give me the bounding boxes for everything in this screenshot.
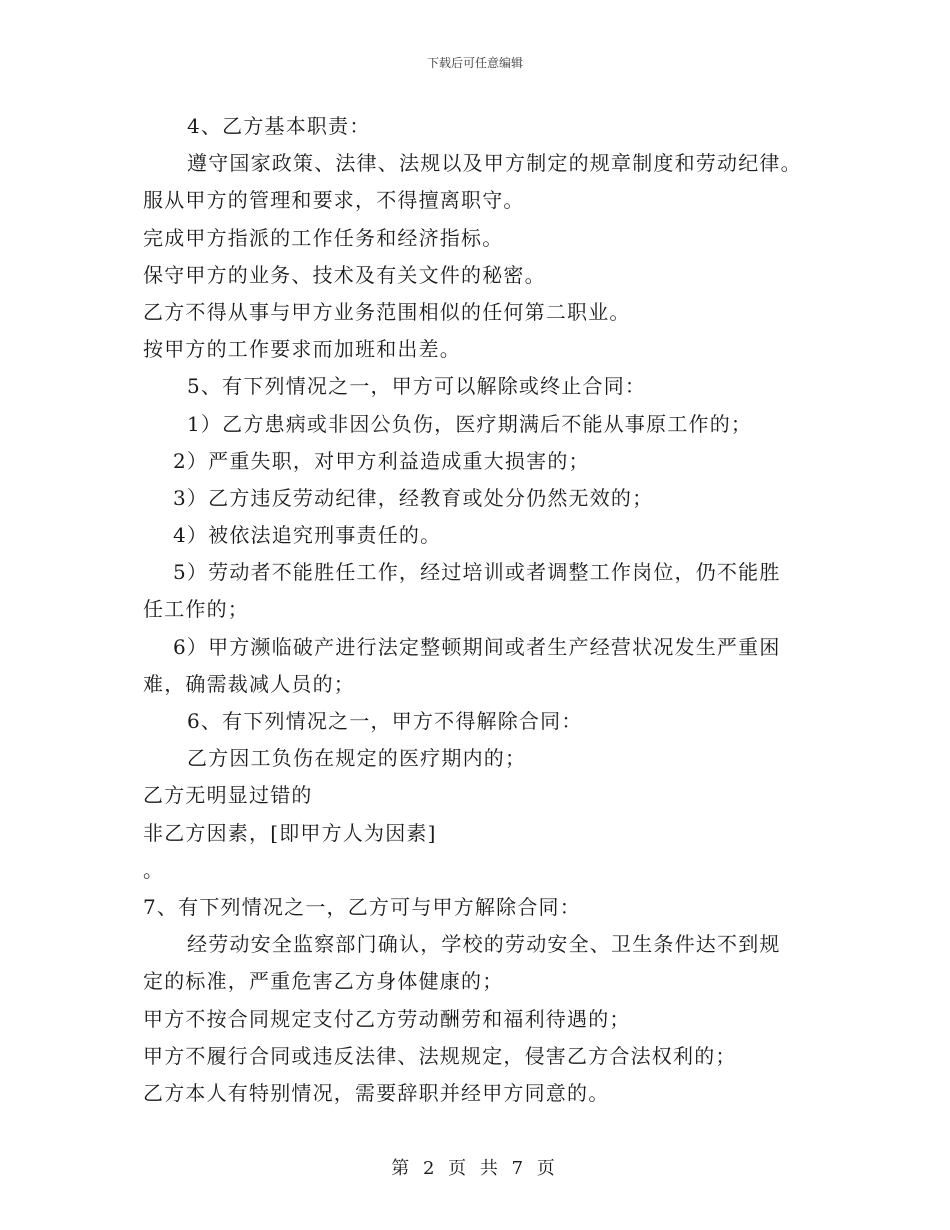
paragraph-line: 乙方本人有特别情况，需要辞职并经甲方同意的。 xyxy=(143,1080,610,1105)
page-number-footer: 第 2 页 共 7 页 xyxy=(391,1158,559,1179)
paragraph-line: 经劳动安全监察部门确认，学校的劳动安全、卫生条件达不到规 xyxy=(187,932,781,957)
list-item: 1）乙方患病或非因公负伤，医疗期满后不能从事原工作的； xyxy=(187,411,753,436)
list-item-continuation: 难，确需裁减人员的； xyxy=(143,671,355,696)
paragraph-line: 甲方不按合同规定支付乙方劳动酬劳和福利待遇的； xyxy=(143,1006,631,1031)
list-item: 6）甲方濒临破产进行法定整顿期间或者生产经营状况发生严重困 xyxy=(173,634,781,659)
paragraph-line: 乙方无明显过错的 xyxy=(143,783,313,808)
list-item: 2）严重失职，对甲方利益造成重大损害的； xyxy=(173,448,590,473)
paragraph-line: 乙方因工负伤在规定的医疗期内的； xyxy=(187,746,527,771)
paragraph-line-continuation: 定的标准，严重危害乙方身体健康的； xyxy=(143,969,504,994)
list-item-continuation: 任工作的； xyxy=(143,597,249,622)
paragraph-line: 服从甲方的管理和要求，不得擅离职守。 xyxy=(143,188,525,213)
paragraph-line: 非乙方因素，[即甲方人为因素] xyxy=(143,820,437,845)
section-heading: 5、有下列情况之一，甲方可以解除或终止合同： xyxy=(187,374,647,399)
paragraph-line: 遵守国家政策、法律、法规以及甲方制定的规章制度和劳动纪律。 xyxy=(187,151,802,176)
section-heading: 4、乙方基本职责： xyxy=(187,114,371,138)
list-item: 3）乙方违反劳动纪律，经教育或处分仍然无效的； xyxy=(173,485,654,510)
paragraph-line: 乙方不得从事与甲方业务范围相似的任何第二职业。 xyxy=(143,299,631,324)
paragraph-line: 完成甲方指派的工作任务和经济指标。 xyxy=(143,225,504,250)
paragraph-line: 保守甲方的业务、技术及有关文件的秘密。 xyxy=(143,262,546,287)
paragraph-line: 按甲方的工作要求而加班和出差。 xyxy=(143,337,461,362)
section-heading: 6、有下列情况之一，甲方不得解除合同： xyxy=(187,709,583,733)
paragraph-line: 。 xyxy=(143,857,165,882)
paragraph-line: 甲方不履行合同或违反法律、法规规定，侵害乙方合法权利的； xyxy=(143,1043,737,1068)
document-body xyxy=(143,108,823,1112)
section-heading: 7、有下列情况之一，乙方可与甲方解除合同： xyxy=(143,894,581,919)
page-header-note: 下载后可任意编辑 xyxy=(426,56,523,70)
list-item: 5）劳动者不能胜任工作，经过培训或者调整工作岗位，仍不能胜 xyxy=(173,560,781,585)
list-item: 4）被依法追究刑事责任的。 xyxy=(173,523,442,548)
